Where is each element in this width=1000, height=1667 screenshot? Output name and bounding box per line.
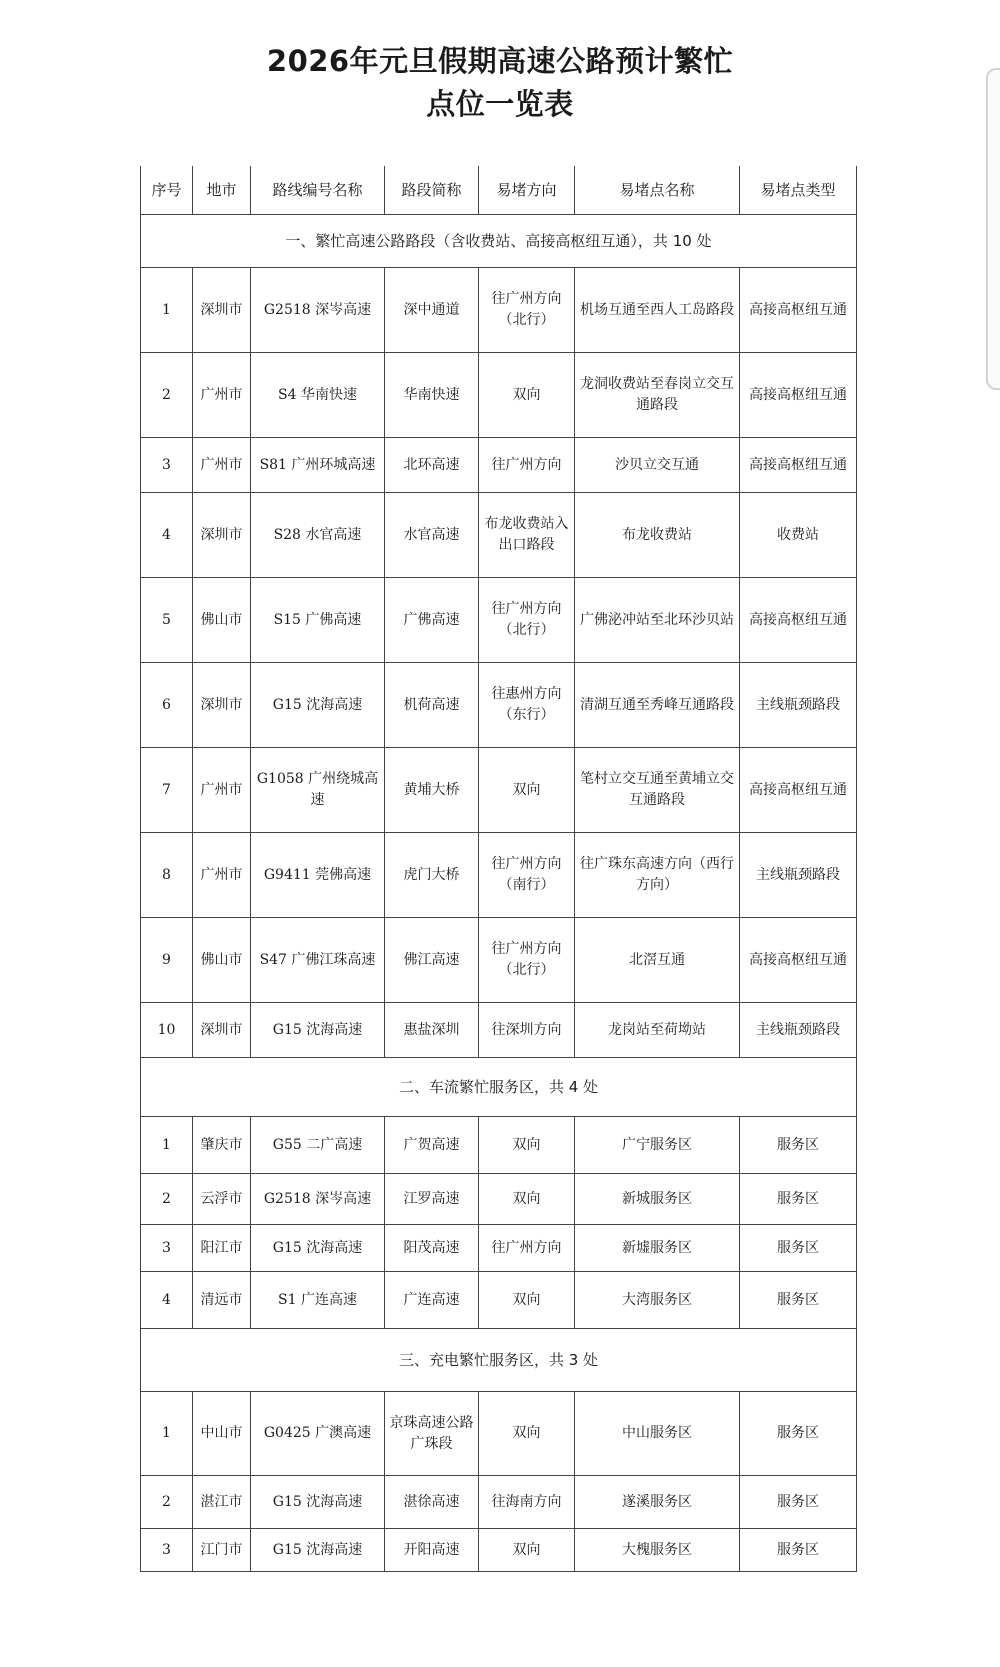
table-cell: 双向 bbox=[479, 1392, 575, 1476]
header-cell: 地市 bbox=[193, 166, 251, 215]
table-cell: 往广州方向（北行） bbox=[479, 918, 575, 1003]
table-cell: 阳茂高速 bbox=[385, 1225, 479, 1272]
scrollbar-thumb[interactable] bbox=[986, 68, 1000, 390]
table-cell: 高接高枢纽互通 bbox=[740, 438, 857, 493]
table-cell: 4 bbox=[141, 1272, 193, 1329]
table-cell: 主线瓶颈路段 bbox=[740, 663, 857, 748]
section-heading-row bbox=[141, 1329, 857, 1392]
table-cell: 双向 bbox=[479, 1174, 575, 1225]
table-cell: 清湖互通至秀峰互通路段 bbox=[575, 663, 740, 748]
table-cell: G15 沈海高速 bbox=[251, 1225, 385, 1272]
table-cell: 服务区 bbox=[740, 1392, 857, 1476]
table-cell: G15 沈海高速 bbox=[251, 1529, 385, 1572]
table-row bbox=[141, 748, 857, 833]
table-row bbox=[141, 1117, 857, 1174]
table-body bbox=[141, 166, 857, 1572]
table-cell: 广州市 bbox=[193, 833, 251, 918]
header-cell: 易堵点类型 bbox=[740, 166, 857, 215]
table-cell: 主线瓶颈路段 bbox=[740, 833, 857, 918]
header-cell: 易堵方向 bbox=[479, 166, 575, 215]
table-cell: 服务区 bbox=[740, 1174, 857, 1225]
table-cell: 肇庆市 bbox=[193, 1117, 251, 1174]
table-cell: 往广州方向 bbox=[479, 438, 575, 493]
header-cell: 易堵点名称 bbox=[575, 166, 740, 215]
table-cell: 3 bbox=[141, 1529, 193, 1572]
table-cell: S28 水官高速 bbox=[251, 493, 385, 578]
table-cell: 高接高枢纽互通 bbox=[740, 918, 857, 1003]
table-row bbox=[141, 268, 857, 353]
table-cell: 高接高枢纽互通 bbox=[740, 353, 857, 438]
table-cell: 北滘互通 bbox=[575, 918, 740, 1003]
header-row bbox=[141, 166, 857, 215]
table-row bbox=[141, 1529, 857, 1572]
table-cell: S15 广佛高速 bbox=[251, 578, 385, 663]
table-cell: 机荷高速 bbox=[385, 663, 479, 748]
table-cell: 3 bbox=[141, 438, 193, 493]
table-cell: 中山服务区 bbox=[575, 1392, 740, 1476]
table-cell: 1 bbox=[141, 268, 193, 353]
table-cell: 服务区 bbox=[740, 1476, 857, 1529]
table-cell: 湛徐高速 bbox=[385, 1476, 479, 1529]
table-cell: 6 bbox=[141, 663, 193, 748]
table-cell: 往广珠东高速方向（西行方向） bbox=[575, 833, 740, 918]
table-cell: 服务区 bbox=[740, 1225, 857, 1272]
table-cell: S1 广连高速 bbox=[251, 1272, 385, 1329]
table-cell: 阳江市 bbox=[193, 1225, 251, 1272]
table-cell: 深中通道 bbox=[385, 268, 479, 353]
section-heading-row bbox=[141, 215, 857, 268]
table-cell: 双向 bbox=[479, 1272, 575, 1329]
table-row bbox=[141, 493, 857, 578]
table-cell: 往广州方向 bbox=[479, 1225, 575, 1272]
table-row bbox=[141, 918, 857, 1003]
table-cell: 深圳市 bbox=[193, 1003, 251, 1058]
table-row bbox=[141, 663, 857, 748]
table-cell: 布龙收费站 bbox=[575, 493, 740, 578]
table-cell: G55 二广高速 bbox=[251, 1117, 385, 1174]
table-cell: 佛山市 bbox=[193, 578, 251, 663]
table-cell: 往广州方向（北行） bbox=[479, 268, 575, 353]
table-cell: 高接高枢纽互通 bbox=[740, 748, 857, 833]
table-cell: 惠盐深圳 bbox=[385, 1003, 479, 1058]
table-cell: 机场互通至西人工岛路段 bbox=[575, 268, 740, 353]
table-cell: 江罗高速 bbox=[385, 1174, 479, 1225]
table-cell: 广连高速 bbox=[385, 1272, 479, 1329]
table-cell: 江门市 bbox=[193, 1529, 251, 1572]
table-cell: 往海南方向 bbox=[479, 1476, 575, 1529]
table-cell: 龙岗站至荷坳站 bbox=[575, 1003, 740, 1058]
table-row bbox=[141, 578, 857, 663]
table-cell: 1 bbox=[141, 1392, 193, 1476]
table-cell: 广佛高速 bbox=[385, 578, 479, 663]
table-cell: 布龙收费站入出口路段 bbox=[479, 493, 575, 578]
table-cell: 广州市 bbox=[193, 438, 251, 493]
table-cell: 大湾服务区 bbox=[575, 1272, 740, 1329]
table-row bbox=[141, 833, 857, 918]
table-cell: S81 广州环城高速 bbox=[251, 438, 385, 493]
table-cell: 7 bbox=[141, 748, 193, 833]
table-cell: 开阳高速 bbox=[385, 1529, 479, 1572]
table-row bbox=[141, 1272, 857, 1329]
table-cell: 广州市 bbox=[193, 353, 251, 438]
table-cell: 5 bbox=[141, 578, 193, 663]
table-cell: 虎门大桥 bbox=[385, 833, 479, 918]
table-cell: 往惠州方向（东行） bbox=[479, 663, 575, 748]
table-cell: 广州市 bbox=[193, 748, 251, 833]
table-cell: 10 bbox=[141, 1003, 193, 1058]
page-title bbox=[0, 40, 1000, 126]
table-cell: S47 广佛江珠高速 bbox=[251, 918, 385, 1003]
title-line-2: 点位一览表 bbox=[426, 87, 574, 121]
table-cell: 往广州方向（北行） bbox=[479, 578, 575, 663]
table-cell: 佛江高速 bbox=[385, 918, 479, 1003]
title-line-1: 2026年元旦假期高速公路预计繁忙 bbox=[266, 44, 734, 78]
section-heading-row bbox=[141, 1058, 857, 1117]
table-row bbox=[141, 1476, 857, 1529]
table-cell: 8 bbox=[141, 833, 193, 918]
table-cell: G0425 广澳高速 bbox=[251, 1392, 385, 1476]
table-cell: 广贺高速 bbox=[385, 1117, 479, 1174]
table-cell: 高接高枢纽互通 bbox=[740, 268, 857, 353]
table-cell: 新墟服务区 bbox=[575, 1225, 740, 1272]
table-cell: G2518 深岑高速 bbox=[251, 1174, 385, 1225]
table-cell: 双向 bbox=[479, 353, 575, 438]
table-cell: 双向 bbox=[479, 1117, 575, 1174]
table-cell: 9 bbox=[141, 918, 193, 1003]
table-cell: 笔村立交互通至黄埔立交互通路段 bbox=[575, 748, 740, 833]
table-row bbox=[141, 1003, 857, 1058]
table-cell: 广佛泌冲站至北环沙贝站 bbox=[575, 578, 740, 663]
section-heading: 一、繁忙高速公路路段（含收费站、高接高枢纽互通），共 10 处 bbox=[141, 215, 857, 268]
table-cell: 2 bbox=[141, 1174, 193, 1225]
table-cell: 4 bbox=[141, 493, 193, 578]
section-heading: 二、车流繁忙服务区，共 4 处 bbox=[141, 1058, 857, 1117]
table-row bbox=[141, 438, 857, 493]
table-cell: G15 沈海高速 bbox=[251, 1476, 385, 1529]
table-cell: 收费站 bbox=[740, 493, 857, 578]
table-cell: 清远市 bbox=[193, 1272, 251, 1329]
table-cell: 往深圳方向 bbox=[479, 1003, 575, 1058]
table-cell: G9411 莞佛高速 bbox=[251, 833, 385, 918]
table-cell: 服务区 bbox=[740, 1529, 857, 1572]
table-row bbox=[141, 1174, 857, 1225]
table-cell: 湛江市 bbox=[193, 1476, 251, 1529]
table-cell: 云浮市 bbox=[193, 1174, 251, 1225]
header-cell: 路线编号名称 bbox=[251, 166, 385, 215]
table-cell: S4 华南快速 bbox=[251, 353, 385, 438]
table-cell: 水官高速 bbox=[385, 493, 479, 578]
table-cell: G15 沈海高速 bbox=[251, 663, 385, 748]
section-heading: 三、充电繁忙服务区，共 3 处 bbox=[141, 1329, 857, 1392]
table-cell: 主线瓶颈路段 bbox=[740, 1003, 857, 1058]
table-cell: 深圳市 bbox=[193, 493, 251, 578]
table-cell: 佛山市 bbox=[193, 918, 251, 1003]
congestion-table bbox=[140, 166, 857, 1572]
table-cell: 北环高速 bbox=[385, 438, 479, 493]
table-cell: G2518 深岑高速 bbox=[251, 268, 385, 353]
table-cell: 2 bbox=[141, 353, 193, 438]
table-cell: 深圳市 bbox=[193, 663, 251, 748]
table-cell: 华南快速 bbox=[385, 353, 479, 438]
table-cell: 黄埔大桥 bbox=[385, 748, 479, 833]
table-cell: G1058 广州绕城高速 bbox=[251, 748, 385, 833]
table-cell: 服务区 bbox=[740, 1117, 857, 1174]
table-cell: 3 bbox=[141, 1225, 193, 1272]
table-cell: 中山市 bbox=[193, 1392, 251, 1476]
table-cell: 新城服务区 bbox=[575, 1174, 740, 1225]
table-cell: 京珠高速公路广珠段 bbox=[385, 1392, 479, 1476]
header-cell: 路段简称 bbox=[385, 166, 479, 215]
table-cell: 服务区 bbox=[740, 1272, 857, 1329]
table-cell: 1 bbox=[141, 1117, 193, 1174]
table-cell: 2 bbox=[141, 1476, 193, 1529]
table-row bbox=[141, 1225, 857, 1272]
table-cell: 遂溪服务区 bbox=[575, 1476, 740, 1529]
table-cell: 沙贝立交互通 bbox=[575, 438, 740, 493]
table-cell: 大槐服务区 bbox=[575, 1529, 740, 1572]
table-cell: 往广州方向（南行） bbox=[479, 833, 575, 918]
table-row bbox=[141, 353, 857, 438]
table-cell: 龙洞收费站至春岗立交互通路段 bbox=[575, 353, 740, 438]
table-cell: 双向 bbox=[479, 748, 575, 833]
table-cell: 深圳市 bbox=[193, 268, 251, 353]
header-cell: 序号 bbox=[141, 166, 193, 215]
table-cell: G15 沈海高速 bbox=[251, 1003, 385, 1058]
table-cell: 高接高枢纽互通 bbox=[740, 578, 857, 663]
table-cell: 双向 bbox=[479, 1529, 575, 1572]
table-cell: 广宁服务区 bbox=[575, 1117, 740, 1174]
table-row bbox=[141, 1392, 857, 1476]
